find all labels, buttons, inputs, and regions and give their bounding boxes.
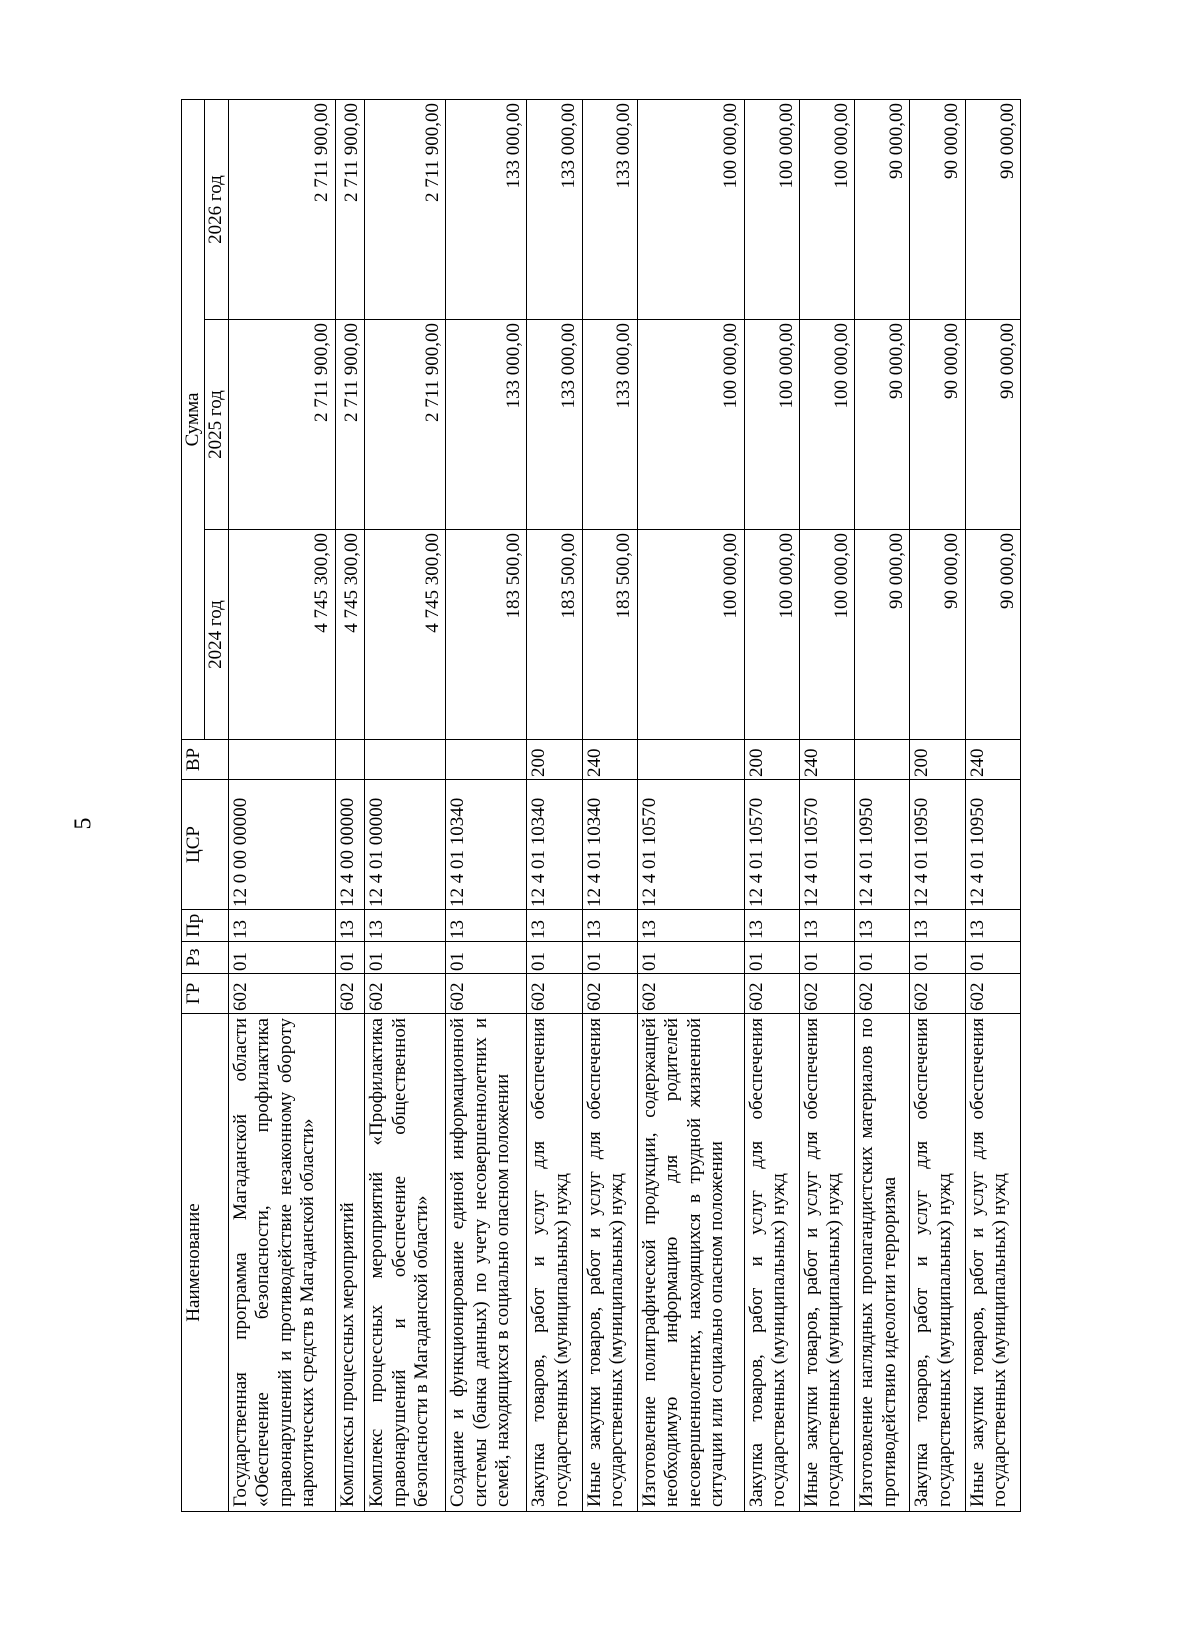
header-csr: ЦСР [182, 780, 229, 910]
row-pr: 13 [965, 910, 1020, 942]
table-row [335, 100, 364, 1512]
budget-table [181, 99, 1021, 1512]
row-2024: 183 500,00 [582, 530, 637, 740]
row-2025: 133 000,00 [582, 320, 637, 530]
header-name: Наименование [182, 1014, 229, 1512]
row-name: Создание и функционирование единой информационной системы (банка данных) по учету несовершеннолетних и семей, находящихся в социально опасном положении [446, 1014, 527, 1512]
row-vr [335, 740, 364, 780]
row-2025: 100 000,00 [637, 320, 744, 530]
table-row [800, 100, 855, 1512]
row-gr: 602 [744, 974, 799, 1014]
row-2026: 100 000,00 [744, 100, 799, 320]
row-csr: 12 4 01 10570 [800, 780, 855, 910]
row-name: Изготовление наглядных пропагандистских материалов по противодействию идеологии терроризма [855, 1014, 910, 1512]
row-vr: 240 [965, 740, 1020, 780]
row-pr: 13 [910, 910, 965, 942]
row-gr: 602 [855, 974, 910, 1014]
row-rz: 01 [910, 942, 965, 974]
table-row [637, 100, 744, 1512]
row-2025: 90 000,00 [910, 320, 965, 530]
row-2025: 90 000,00 [965, 320, 1020, 530]
row-csr: 12 4 01 10340 [527, 780, 582, 910]
row-csr: 12 4 01 10950 [965, 780, 1020, 910]
row-name: Государственная программа Магаданской области «Обеспечение безопасности, профилактика правонарушений и противодействие незаконному обороту наркотических средств в Магаданской области» [228, 1014, 335, 1512]
table-row [965, 100, 1020, 1512]
row-pr: 13 [582, 910, 637, 942]
row-vr: 200 [910, 740, 965, 780]
row-gr: 602 [910, 974, 965, 1014]
row-rz: 01 [800, 942, 855, 974]
row-2024: 90 000,00 [965, 530, 1020, 740]
row-rz: 01 [446, 942, 527, 974]
row-csr: 12 4 01 10340 [446, 780, 527, 910]
row-vr: 200 [527, 740, 582, 780]
row-name: Комплексы процессных мероприятий [335, 1014, 364, 1512]
row-csr: 12 4 01 10340 [582, 780, 637, 910]
row-2024: 90 000,00 [910, 530, 965, 740]
row-2025: 2 711 900,00 [365, 320, 446, 530]
row-rz: 01 [855, 942, 910, 974]
row-2025: 100 000,00 [744, 320, 799, 530]
table-row [527, 100, 582, 1512]
row-rz: 01 [637, 942, 744, 974]
row-gr: 602 [446, 974, 527, 1014]
row-name: Закупка товаров, работ и услуг для обеспечения государственных (муниципальных) нужд [744, 1014, 799, 1512]
row-vr [365, 740, 446, 780]
row-2026: 90 000,00 [965, 100, 1020, 320]
row-pr: 13 [365, 910, 446, 942]
table-row [910, 100, 965, 1512]
row-2026: 90 000,00 [910, 100, 965, 320]
header-rz: Рз [182, 942, 229, 974]
header-sum: Сумма [182, 100, 205, 740]
header-pr: Пр [182, 910, 229, 942]
row-2025: 2 711 900,00 [335, 320, 364, 530]
page-number: 5 [70, 817, 97, 830]
row-vr [228, 740, 335, 780]
row-2024: 4 745 300,00 [365, 530, 446, 740]
header-2026: 2026 год [205, 100, 228, 320]
row-2024: 183 500,00 [446, 530, 527, 740]
row-vr [637, 740, 744, 780]
row-2024: 183 500,00 [527, 530, 582, 740]
header-row [182, 100, 205, 1512]
row-2024: 100 000,00 [744, 530, 799, 740]
table-row [855, 100, 910, 1512]
row-2024: 4 745 300,00 [335, 530, 364, 740]
row-gr: 602 [637, 974, 744, 1014]
row-gr: 602 [228, 974, 335, 1014]
row-csr: 12 0 00 00000 [228, 780, 335, 910]
header-2024: 2024 год [205, 530, 228, 740]
row-pr: 13 [855, 910, 910, 942]
row-name: Закупка товаров, работ и услуг для обеспечения государственных (муниципальных) нужд [527, 1014, 582, 1512]
row-csr: 12 4 01 10570 [744, 780, 799, 910]
row-2025: 100 000,00 [800, 320, 855, 530]
header-vr: ВР [182, 740, 229, 780]
row-csr: 12 4 01 10570 [637, 780, 744, 910]
row-2024: 4 745 300,00 [228, 530, 335, 740]
row-rz: 01 [228, 942, 335, 974]
row-rz: 01 [744, 942, 799, 974]
row-pr: 13 [446, 910, 527, 942]
row-csr: 12 4 01 10950 [910, 780, 965, 910]
row-pr: 13 [527, 910, 582, 942]
header-2025: 2025 год [205, 320, 228, 530]
header-gr: ГР [182, 974, 229, 1014]
row-2026: 133 000,00 [446, 100, 527, 320]
row-2024: 100 000,00 [800, 530, 855, 740]
row-name: Комплекс процессных мероприятий «Профилактика правонарушений и обеспечение общественной безопасности в Магаданской области» [365, 1014, 446, 1512]
row-2025: 90 000,00 [855, 320, 910, 530]
row-name: Иные закупки товаров, работ и услуг для обеспечения государственных (муниципальных) нужд [800, 1014, 855, 1512]
row-2026: 133 000,00 [527, 100, 582, 320]
row-gr: 602 [335, 974, 364, 1014]
row-2024: 100 000,00 [637, 530, 744, 740]
row-2026: 2 711 900,00 [335, 100, 364, 320]
row-csr: 12 4 01 10950 [855, 780, 910, 910]
row-name: Иные закупки товаров, работ и услуг для обеспечения государственных (муниципальных) нужд [965, 1014, 1020, 1512]
row-vr: 240 [582, 740, 637, 780]
row-2024: 90 000,00 [855, 530, 910, 740]
row-2026: 100 000,00 [800, 100, 855, 320]
row-rz: 01 [582, 942, 637, 974]
row-vr: 200 [744, 740, 799, 780]
table-row [446, 100, 527, 1512]
row-pr: 13 [228, 910, 335, 942]
row-vr [446, 740, 527, 780]
row-name: Закупка товаров, работ и услуг для обеспечения государственных (муниципальных) нужд [910, 1014, 965, 1512]
row-2025: 2 711 900,00 [228, 320, 335, 530]
row-pr: 13 [637, 910, 744, 942]
row-rz: 01 [335, 942, 364, 974]
row-pr: 13 [744, 910, 799, 942]
budget-table-container [181, 100, 1021, 1512]
row-2025: 133 000,00 [527, 320, 582, 530]
row-gr: 602 [582, 974, 637, 1014]
row-name: Изготовление полиграфической продукции, содержащей необходимую информацию для родителей несовершеннолетних, находящихся в трудной жизненной ситуации или социально опасном положении [637, 1014, 744, 1512]
row-pr: 13 [800, 910, 855, 942]
row-vr: 240 [800, 740, 855, 780]
row-pr: 13 [335, 910, 364, 942]
table-row [365, 100, 446, 1512]
row-2026: 90 000,00 [855, 100, 910, 320]
table-row [582, 100, 637, 1512]
row-gr: 602 [965, 974, 1020, 1014]
row-2026: 2 711 900,00 [365, 100, 446, 320]
row-gr: 602 [527, 974, 582, 1014]
row-2026: 133 000,00 [582, 100, 637, 320]
row-2026: 100 000,00 [637, 100, 744, 320]
row-vr [855, 740, 910, 780]
row-gr: 602 [365, 974, 446, 1014]
row-gr: 602 [800, 974, 855, 1014]
row-rz: 01 [965, 942, 1020, 974]
row-2025: 133 000,00 [446, 320, 527, 530]
table-row [228, 100, 335, 1512]
row-2026: 2 711 900,00 [228, 100, 335, 320]
row-rz: 01 [365, 942, 446, 974]
table-row [744, 100, 799, 1512]
row-csr: 12 4 00 00000 [335, 780, 364, 910]
row-csr: 12 4 01 00000 [365, 780, 446, 910]
row-name: Иные закупки товаров, работ и услуг для обеспечения государственных (муниципальных) нужд [582, 1014, 637, 1512]
row-rz: 01 [527, 942, 582, 974]
